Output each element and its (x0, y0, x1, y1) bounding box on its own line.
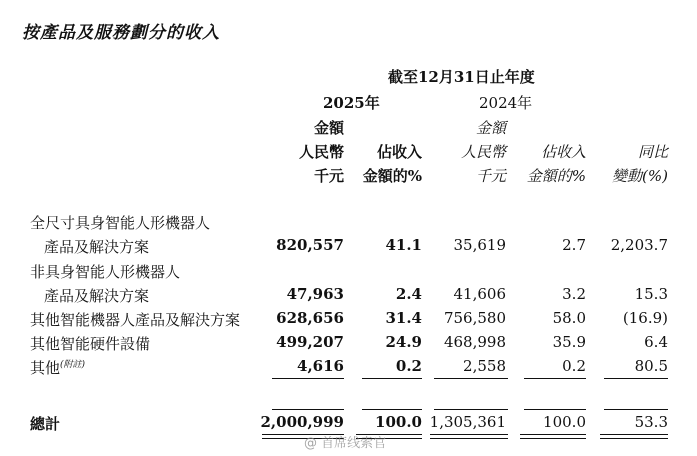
header-c3-line2: 人民幣 (460, 143, 506, 161)
subtotal-rule (524, 378, 586, 379)
total-double-rule (600, 434, 668, 439)
total-top-rule (272, 409, 344, 410)
row-label: 全尺寸具身智能人形機器人 (30, 214, 211, 232)
header-c4-line2: 金額的% (526, 167, 586, 185)
cell-2025-pct: 24.9 (385, 333, 422, 351)
subtotal-rule (362, 378, 422, 379)
total-top-rule (604, 409, 668, 410)
total-top-rule (524, 409, 586, 410)
total-label: 總計 (30, 415, 61, 433)
cell-2025-pct: 0.2 (395, 357, 422, 375)
total-2025-amount: 2,000,999 (260, 413, 344, 431)
cell-2025-amount: 499,207 (276, 333, 344, 351)
row-label: 其他智能硬件設備 (30, 335, 151, 353)
cell-2025-amount: 820,557 (276, 236, 344, 254)
cell-2024-pct: 35.9 (552, 333, 586, 351)
total-double-rule (520, 434, 586, 439)
cell-2024-amount: 468,998 (443, 333, 506, 351)
row-label: 其他智能機器人產品及解決方案 (30, 311, 241, 329)
cell-2025-pct: 31.4 (385, 309, 422, 327)
row-label-text: 其他 (30, 359, 61, 377)
cell-2024-pct: 0.2 (562, 357, 586, 375)
cell-2024-pct: 58.0 (552, 309, 586, 327)
total-2024-pct: 100.0 (543, 413, 586, 431)
header-c2-line2: 金額的% (362, 167, 422, 185)
cell-yoy: (16.9) (622, 309, 668, 327)
cell-2025-amount: 628,656 (276, 309, 344, 327)
cell-2024-amount: 41,606 (453, 285, 506, 303)
cell-2024-pct: 2.7 (562, 236, 586, 254)
total-yoy: 53.3 (634, 413, 668, 431)
total-2024-amount: 1,305,361 (429, 413, 506, 431)
row-label: 產品及解決方案 (44, 287, 150, 305)
cell-yoy: 2,203.7 (610, 236, 668, 254)
header-c4-line1: 佔收入 (540, 143, 586, 161)
header-c5-line2: 變動(%) (612, 167, 668, 185)
cell-2025-amount: 4,616 (297, 357, 344, 375)
header-c1-line3: 千元 (313, 167, 344, 185)
header-c3-line1: 金額 (475, 119, 506, 137)
cell-yoy: 6.4 (644, 333, 668, 351)
year-2024: 2024年 (479, 94, 533, 112)
cell-2025-pct: 2.4 (395, 285, 422, 303)
header-c1-line2: 人民幣 (298, 143, 344, 161)
cell-yoy: 80.5 (634, 357, 668, 375)
row-label: 產品及解決方案 (44, 238, 150, 256)
subtotal-rule (604, 378, 668, 379)
year-2025: 2025年 (323, 94, 380, 112)
cell-2024-amount: 35,619 (453, 236, 506, 254)
period-header: 截至12月31日止年度 (388, 68, 535, 86)
header-c5-line1: 同比 (637, 143, 668, 161)
cell-2024-amount: 2,558 (463, 357, 506, 375)
total-top-rule (434, 409, 508, 410)
subtotal-rule (434, 378, 508, 379)
cell-yoy: 15.3 (634, 285, 668, 303)
total-double-rule (430, 434, 508, 439)
footnote-marker: (附註) (60, 360, 86, 370)
header-c2-line1: 佔收入 (376, 143, 422, 161)
section-title: 按產品及服務劃分的收入 (22, 23, 220, 43)
total-2025-pct: 100.0 (375, 413, 422, 431)
row-label (30, 357, 85, 378)
header-c3-line3: 千元 (475, 167, 506, 185)
watermark: @ 首席线索官 (304, 436, 387, 451)
cell-2024-amount: 756,580 (443, 309, 506, 327)
header-c1-line1: 金額 (313, 119, 344, 137)
cell-2025-pct: 41.1 (385, 236, 422, 254)
total-top-rule (362, 409, 422, 410)
cell-2024-pct: 3.2 (562, 285, 586, 303)
cell-2025-amount: 47,963 (286, 285, 344, 303)
row-label: 非具身智能人形機器人 (30, 263, 181, 281)
subtotal-rule (272, 378, 344, 379)
